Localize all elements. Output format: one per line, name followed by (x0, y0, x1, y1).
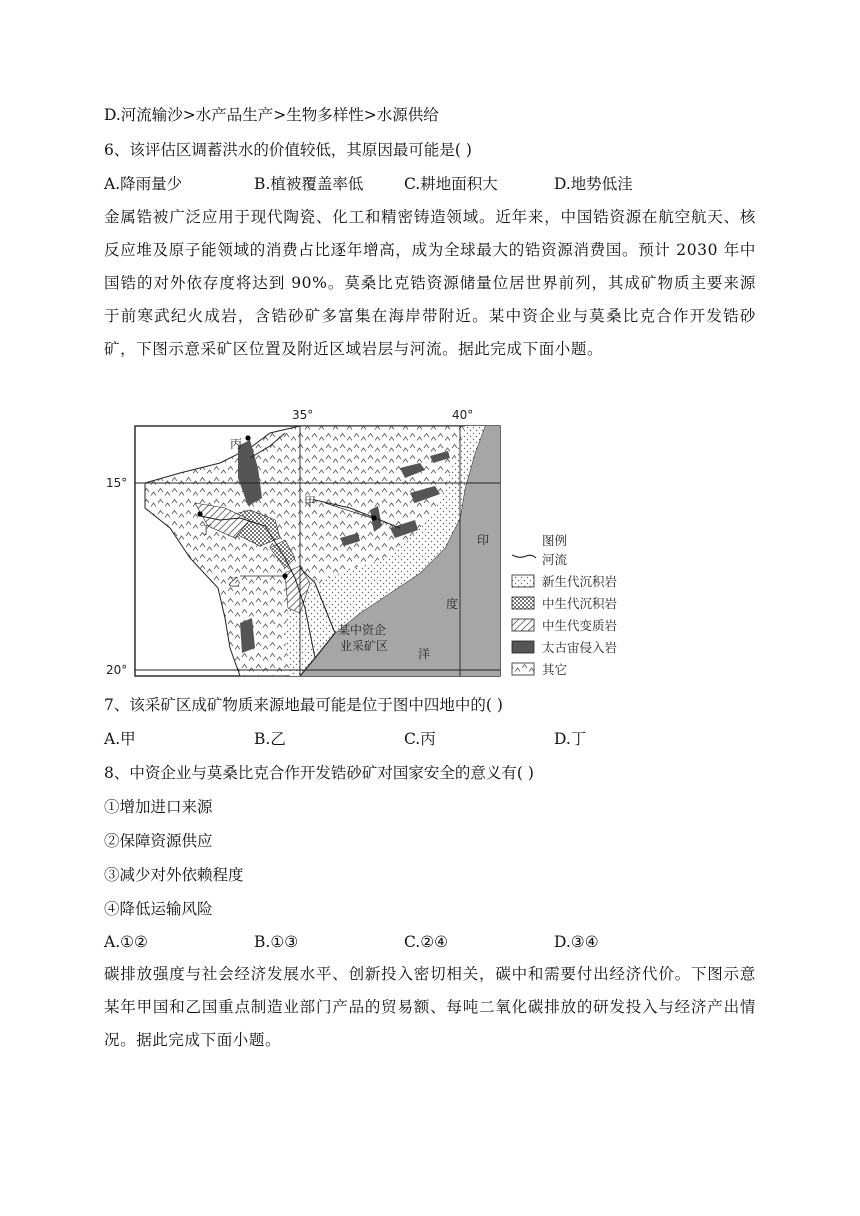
q8-option-a: A.①② (104, 933, 148, 951)
question-7-stem: 7、该采矿区成矿物质来源地最可能是位于图中四地中的( ) (104, 696, 503, 714)
ocean-char-3: 洋 (418, 647, 431, 661)
q8-item-4: ④降低运输风险 (104, 900, 213, 918)
mine-label-line2: 业采矿区 (340, 639, 389, 653)
lat-label-15: 15° (106, 476, 128, 490)
carbon-passage: 碳排放强度与社会经济发展水平、创新投入密切相关，碳中和需要付出经济代价。下图示意某年甲国和乙国重点制造业部门产品的贸易额、每吨二氧化碳排放的研发投入与经济产出情况。据此完成下面小题。 (104, 965, 756, 1049)
lat-label-20: 20° (106, 663, 128, 677)
legend-river: 河流 (542, 552, 568, 567)
q6-option-c: C.耕地面积大 (404, 175, 498, 193)
mozambique-geology-map (100, 408, 640, 680)
q6-option-d: D.地势低洼 (554, 175, 633, 193)
mine-label-line1: 某中资企 (338, 623, 387, 637)
q8-option-c: C.②④ (404, 933, 449, 951)
q8-option-d: D.③④ (554, 933, 599, 951)
q6-option-b: B.植被覆盖率低 (254, 175, 364, 193)
place-bing: 丙 (230, 437, 243, 451)
legend-title: 图例 (542, 533, 568, 548)
q7-option-b: B.乙 (254, 730, 286, 748)
q8-item-1: ①增加进口来源 (104, 798, 213, 816)
zirconium-passage: 金属锆被广泛应用于现代陶瓷、化工和精密铸造领域。近年来，中国锆资源在航空航天、核反应堆及原子能领域的消费占比逐年增高，成为全球最大的锆资源消费国。预计 2030 年中国锆的对外依存度将达到 90%。莫桑比克锆资源储量位居世界前列，其成矿物质主要来源于前寒武纪火成岩，含锆砂矿多富集在海岸带附近。某中资企业与莫桑比克合作开发锆砂矿，下图示意采矿区位置及附近区域岩层与河流。据此完成下面小题。 (104, 208, 756, 358)
question-8-stem: 8、中资企业与莫桑比克合作开发锆砂矿对国家安全的意义有( ) (104, 764, 534, 782)
place-ding: 丁 (200, 523, 213, 537)
place-jia: 甲 (304, 495, 317, 509)
legend-mesozoic-metamorphic: 中生代变质岩 (542, 618, 618, 633)
q8-option-b: B.①③ (254, 933, 299, 951)
q8-item-3: ③减少对外依赖程度 (104, 866, 244, 884)
place-yi: 乙 (228, 575, 241, 589)
q7-option-d: D.丁 (554, 730, 587, 748)
legend-cenozoic-sedimentary: 新生代沉积岩 (542, 574, 618, 589)
lon-label-40: 40° (452, 408, 474, 422)
question-6-stem: 6、该评估区调蓄洪水的价值较低，其原因最可能是( ) (104, 141, 472, 159)
legend-mesozoic-sedimentary: 中生代沉积岩 (542, 596, 618, 611)
q7-option-a: A.甲 (104, 730, 136, 748)
q7-option-c: C.丙 (404, 730, 436, 748)
legend-archean-intrusive: 太古宙侵入岩 (542, 640, 618, 655)
ocean-char-2: 度 (446, 597, 459, 611)
q8-item-2: ②保障资源供应 (104, 832, 213, 850)
lon-label-35: 35° (292, 408, 314, 422)
ocean-char-1: 印 (477, 533, 490, 547)
q6-option-a: A.降雨量少 (104, 175, 183, 193)
q5-option-d: D.河流输沙>水产品生产>生物多样性>水源供给 (104, 106, 439, 124)
legend-other: 其它 (542, 662, 568, 677)
